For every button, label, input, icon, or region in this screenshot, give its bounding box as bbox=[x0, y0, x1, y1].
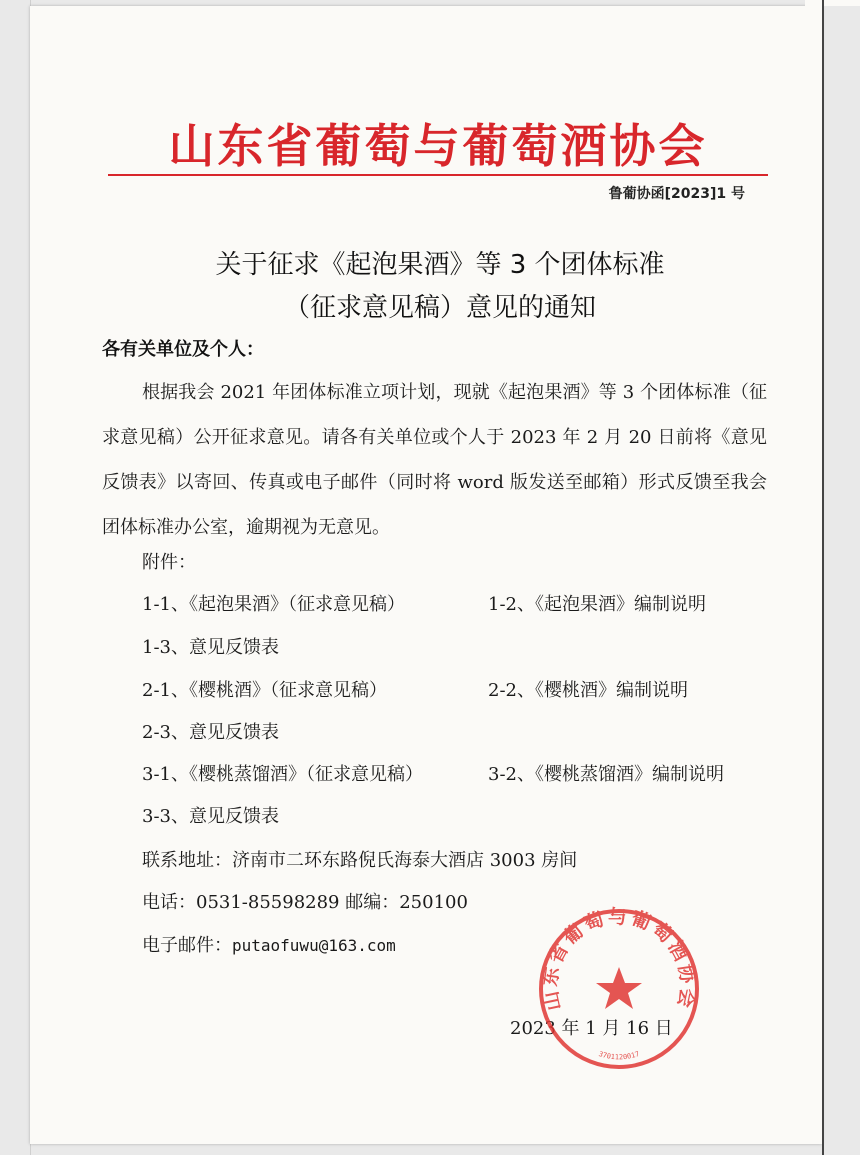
attachment-1-1: 1-1、《起泡果酒》（征求意见稿） bbox=[142, 594, 405, 615]
attachment-1-3: 1-3、意见反馈表 bbox=[142, 637, 279, 658]
seal-text: 山东省葡萄与葡萄酒协会 bbox=[539, 906, 699, 1013]
contact-phone-post: 电话：0531-85598289 邮编：250100 bbox=[142, 892, 468, 913]
seal-code: 3701120017 bbox=[597, 1050, 641, 1062]
attachment-2-1: 2-1、《樱桃酒》（征求意见稿） bbox=[142, 680, 387, 701]
contact-email-row bbox=[142, 931, 396, 957]
letterhead-rule bbox=[108, 174, 768, 176]
official-seal-icon bbox=[535, 905, 703, 1073]
title-line-1: 关于征求《起泡果酒》等 3 个团体标准 bbox=[215, 250, 665, 280]
salutation: 各有关单位及个人： bbox=[102, 339, 264, 360]
contact-address: 联系地址：济南市二环东路倪氏海泰大酒店 3003 房间 bbox=[142, 850, 578, 871]
email-address: putaofuwu@163.com bbox=[232, 936, 396, 955]
scan-strip-top bbox=[805, 0, 860, 6]
scan-edge-right bbox=[822, 0, 824, 1155]
attachment-3-2: 3-2、《樱桃蒸馏酒》编制说明 bbox=[488, 764, 724, 785]
document-page bbox=[30, 6, 822, 1144]
attachment-3-3: 3-3、意见反馈表 bbox=[142, 806, 279, 827]
attachment-1-2: 1-2、《起泡果酒》编制说明 bbox=[488, 594, 706, 615]
organization-letterhead: 山东省葡萄与葡萄酒协会 bbox=[168, 119, 708, 173]
email-label: 电子邮件： bbox=[142, 935, 232, 956]
attachments-label: 附件： bbox=[142, 552, 196, 573]
issue-date: 2023 年 1 月 16 日 bbox=[510, 1018, 673, 1039]
attachment-2-3: 2-3、意见反馈表 bbox=[142, 722, 279, 743]
attachment-2-2: 2-2、《樱桃酒》编制说明 bbox=[488, 680, 688, 701]
title-line-2: （征求意见稿）意见的通知 bbox=[283, 293, 596, 323]
seal-star-icon bbox=[596, 967, 642, 1009]
document-number: 鲁葡协函[2023]1 号 bbox=[608, 186, 745, 202]
attachment-3-1: 3-1、《樱桃蒸馏酒》（征求意见稿） bbox=[142, 764, 423, 785]
body-paragraph: 根据我会 2021 年团体标准立项计划，现就《起泡果酒》等 3 个团体标准（征求意见稿）公开征求意见。请各有关单位或个人于 2023 年 2 月 20 日前将《意见反馈表》以寄回、传真或电子邮件（同时将 word 版发送至邮箱）形式反馈至我会团体标准办公室，逾期视为无意见。 bbox=[102, 382, 767, 538]
